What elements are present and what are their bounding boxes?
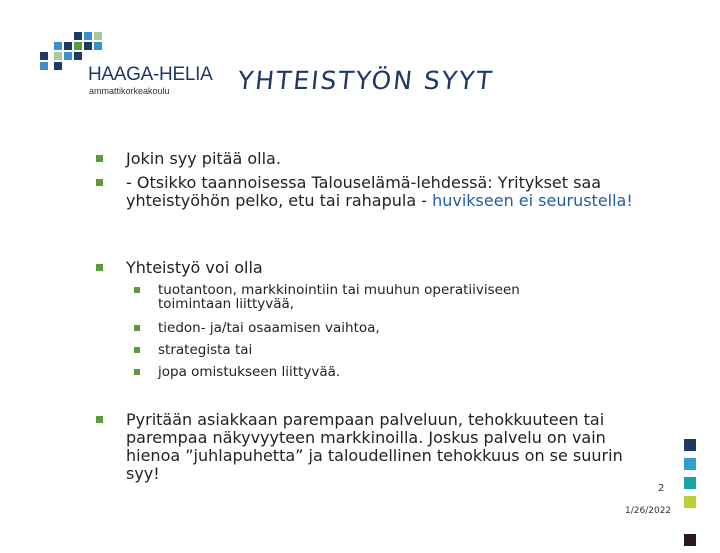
bullet-text xyxy=(96,174,668,210)
bullet-item xyxy=(96,174,668,210)
bullet-item xyxy=(96,411,656,483)
sub-bullet-item xyxy=(134,283,594,311)
decor-square-icon xyxy=(684,439,696,451)
decor-square-icon xyxy=(684,534,696,546)
bullet-item xyxy=(96,259,668,277)
decor-square-icon xyxy=(684,496,696,508)
bullet-text: Pyritään asiakkaan parempaan palveluun, tehokkuuteen tai parempaa näkyvyyteen markkinoilla. Joskus palvelu on vain hienoa ”juhlapuhetta” ja taloudellinen tehokkuus on se suurin syy! xyxy=(126,410,623,483)
logo-subtitle: ammattikorkeakoulu xyxy=(89,86,170,96)
sub-bullet-item xyxy=(134,321,594,335)
sub-bullet-text: tuotantoon, markkinointiin tai muuhun operatiiviseen toimintaan liittyvää, xyxy=(158,282,520,312)
page-number: 2 xyxy=(658,483,665,494)
sub-bullet-text: strategista tai xyxy=(158,342,253,358)
slide-title: YHTEISTYÖN SYYT xyxy=(236,66,496,95)
decor-square-icon xyxy=(684,477,696,489)
bullet-text-emphasis: huvikseen ei seurustella! xyxy=(432,191,633,210)
slide-date: 1/26/2022 xyxy=(625,506,672,516)
decor-square-icon xyxy=(684,458,696,470)
bullet-text: Jokin syy pitää olla. xyxy=(126,149,281,168)
logo-name: HAAGA-HELIA xyxy=(88,64,213,85)
bullet-square-icon xyxy=(134,369,140,375)
decor-square-icon xyxy=(684,515,696,527)
bullet-square-icon xyxy=(96,179,103,186)
bullet-square-icon xyxy=(134,325,140,331)
bullet-square-icon xyxy=(96,416,103,423)
bullet-square-icon xyxy=(134,287,140,293)
bullet-text-plain: - Otsikko taannoisessa Talouselämä-lehdessä: Yritykset saa yhteistyöhön pelko, etu tai rahapula - xyxy=(126,173,602,210)
sub-bullet-item xyxy=(134,365,594,379)
bullet-item xyxy=(96,150,668,168)
sub-bullet-item xyxy=(134,343,594,357)
bullet-square-icon xyxy=(134,347,140,353)
sub-bullet-text: tiedon- ja/tai osaamisen vaihtoa, xyxy=(158,320,380,336)
bullet-text: Yhteistyö voi olla xyxy=(126,258,263,277)
sub-bullet-text: jopa omistukseen liittyvää. xyxy=(158,364,341,380)
decor-sidebar xyxy=(684,439,696,553)
bullet-square-icon xyxy=(96,264,103,271)
bullet-square-icon xyxy=(96,155,103,162)
